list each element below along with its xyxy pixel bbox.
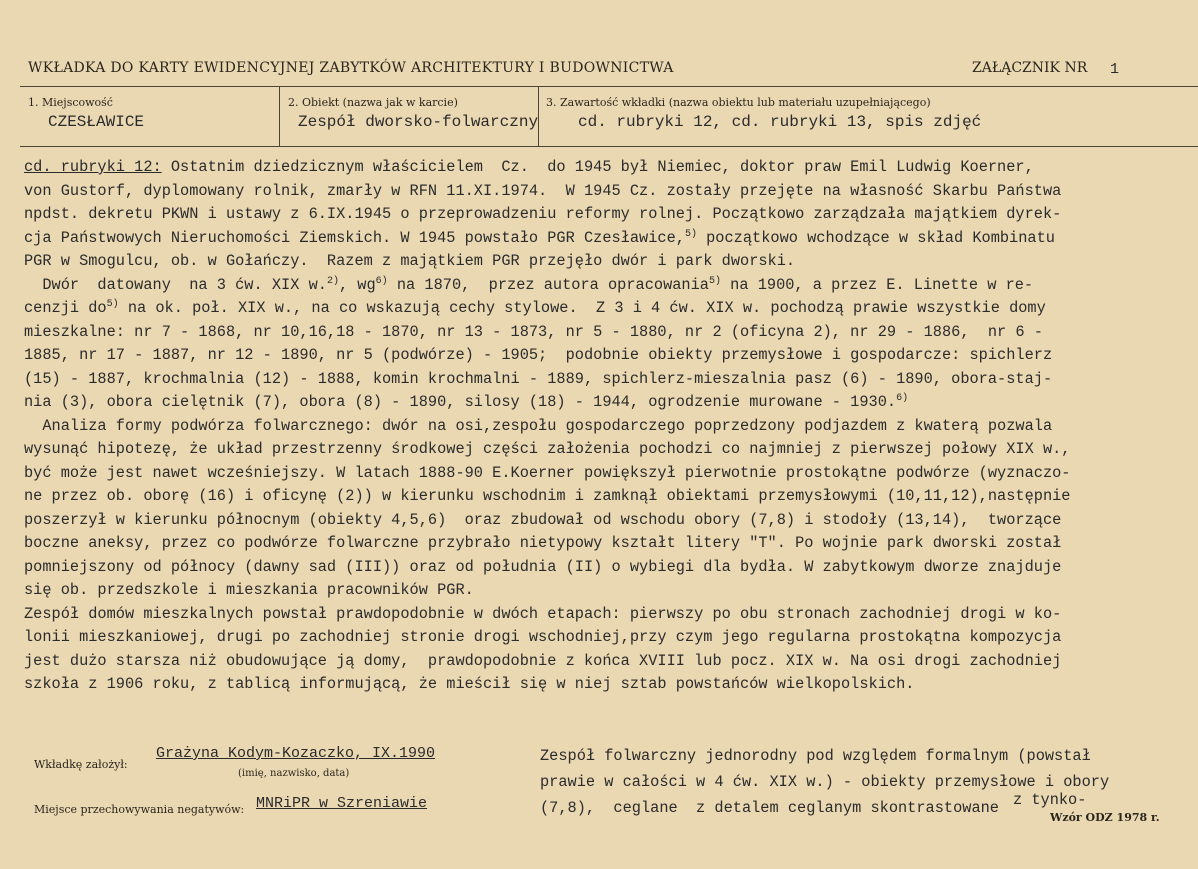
continuation-tail: z tynko- <box>1012 791 1087 809</box>
continuation-line: (7,8), ceglane z detalem ceglanym skontrastowane z tynko- <box>540 791 1087 817</box>
body-line: być może jest nawet wcześniejszy. W latach 1888-90 E.Koerner powiększył pierwotnie prostokątne podwórze (wyznaczo- <box>24 463 1071 482</box>
body-line: 1885, nr 17 - 1887, nr 12 - 1890, nr 5 (podwórze) - 1905; podobnie obiekty przemysłowe i gospodarcze: spichlerz <box>24 346 1053 364</box>
body-line: PGR w Smogulcu, ob. w Gołańczy. Razem z majątkiem PGR przejęło dwór i park dworski. <box>24 252 796 270</box>
attachment-number: 1 <box>1110 61 1120 78</box>
author-value: Grażyna Kodym-Kozaczko, IX.1990 <box>156 745 436 762</box>
body-line: cd. rubryki 12: Ostatnim dziedzicznym właścicielem Cz. do 1945 był Niemiec, doktor praw Emil Ludwig Koerner, <box>24 158 1034 176</box>
body-line: ne przez ob. oborę (16) i oficynę (2)) w kierunku wschodnim i zamknął obiektami przemysłowymi (10,11,12),następnie <box>24 487 1071 505</box>
header-bottom-rule <box>20 146 1198 147</box>
body-line: mieszkalne: nr 7 - 1868, nr 10,16,18 - 1870, nr 13 - 1873, nr 5 - 1880, nr 2 (oficyna 2), nr 29 - 1886, nr 6 - <box>24 322 1043 341</box>
footnote-ref: 2) <box>326 275 339 287</box>
continuation-line: Zespół folwarczny jednorodny pod względem formalnym (powstał <box>540 747 1091 765</box>
field-divider-2 <box>538 86 539 146</box>
author-label: Wkładkę założył: <box>34 758 128 771</box>
body-line: npdst. dekretu PKWN i ustawy z 6.IX.1945 o przeprowadzeniu reformy rolnej. Początkowo zarządzała majątkiem dyrek- <box>24 205 1062 223</box>
description-body <box>24 156 1194 697</box>
footnote-ref: 6) <box>375 275 388 287</box>
card-title: WKŁADKA DO KARTY EWIDENCYJNEJ ZABYTKÓW ARCHITEKTURY I BUDOWNICTWA <box>28 60 674 76</box>
body-line: lonii mieszkaniowej, drugi po zachodniej stronie drogi wschodniej,przy czym jego regularna prostokątna kompozycja <box>24 628 1062 646</box>
footnote-ref: 6) <box>896 392 909 404</box>
body-line: wysunąć hipotezę, że układ przestrzenny środkowej części założenia pochodzi co najmniej z pierwszej połowy XIX w., <box>24 440 1071 458</box>
object-label: 2. Obiekt (nazwa jak w karcie) <box>288 96 458 109</box>
footnote-ref: 5) <box>708 275 721 287</box>
body-line: (15) - 1887, krochmalnia (12) - 1888, komin krochmalni - 1889, spichlerz-mieszalnia pasz (6) - 1890, obora-staj- <box>24 369 1053 388</box>
body-line: Zespół domów mieszkalnych powstał prawdopodobnie w dwóch etapach: pierwszy po obu stronach zachodniej drogi w ko- <box>24 604 1062 623</box>
body-line: nia (3), obora cielętnik (7), obora (8) - 1890, silosy (18) - 1944, ogrodzenie murowane - 1930.$^{6)}$ <box>24 392 909 411</box>
section-heading: cd. rubryki 12: <box>24 158 162 176</box>
body-line: jest dużo starsza niż obudowujące ją domy, prawdopodobnie z końca XVIII lub pocz. XIX w. Na osi drogi zachodniej <box>24 651 1062 670</box>
body-line: boczne aneksy, przez co podwórze folwarczne przybrało nietypowy kształt litery "T". Po wojnie park dworski został <box>24 534 1062 552</box>
body-line: Dwór datowany na 3 ćw. XIX w.$^{2)}$, $wg^{6)}$ na 1870, przez autora opracowania$^{5)}$ na 1900, a przez E. Linette w re- <box>24 275 1034 294</box>
storage-label: Miejsce przechowywania negatywów: <box>34 803 245 816</box>
contents-label: 3. Zawartość wkładki (nazwa obiektu lub materiału uzupełniającego) <box>546 96 931 109</box>
body-line: cenzji $do^{5)}$ na ok. poł. XIX w., na co wskazują cechy stylowe. Z 3 i 4 ćw. XIX w. pochodzą prawie wszystkie domy <box>24 298 1046 317</box>
locality-value: CZESŁAWICE <box>48 113 145 131</box>
footnote-ref: 5) <box>684 228 697 240</box>
body-line: Analiza formy podwórza folwarcznego: dwór na osi,zespołu gospodarczego poprzedzony podjazdem z kwaterą pozwala <box>24 416 1053 435</box>
continuation-column <box>540 743 1190 821</box>
body-line: pomniejszony od północy (dawny sad (III)) oraz od południa (II) o wybiegi dla bydła. W zabytkowym dworze znajduje <box>24 557 1062 576</box>
attachment-label: ZAŁĄCZNIK NR <box>972 60 1088 76</box>
locality-label: 1. Miejscowość <box>28 96 113 109</box>
footnote-ref: 5) <box>106 298 119 310</box>
body-line: poszerzył w kierunku północnym (obiekty 4,5,6) oraz zbudował od wschodu obory (7,8) i stodoły (13,14), tworzące <box>24 510 1062 529</box>
body-line: się ob. przedszkole i mieszkania pracowników PGR. <box>24 581 474 599</box>
storage-value: MNRiPR w Szreniawie <box>256 795 428 812</box>
field-divider-1 <box>279 86 280 146</box>
author-hint: (imię, nazwisko, data) <box>238 768 350 779</box>
body-line: von Gustorf, dyplomowany rolnik, zmarły w RFN 11.XI.1974. W 1945 Cz. zostały przejęte na własność Skarbu Państwa <box>24 181 1062 200</box>
object-value: Zespół dworsko-folwarczny <box>298 113 539 131</box>
body-line: szkoła z 1906 roku, z tablicą informującą, że mieścił się w niej sztab powstańców wielkopolskich. <box>24 675 915 693</box>
contents-value: cd. rubryki 12, cd. rubryki 13, spis zdjęć <box>578 113 982 131</box>
template-mark: Wzór ODZ 1978 r. <box>1050 811 1160 824</box>
header-top-rule <box>20 86 1198 87</box>
continuation-line: prawie w całości w 4 ćw. XIX w.) - obiekty przemysłowe i obory <box>540 773 1110 791</box>
body-line: cja Państwowych Nieruchomości Ziemskich. W 1945 powstało PGR Czesławice,$^{5)}$ początkowo wchodzące w skład Kombinatu <box>24 228 1055 247</box>
